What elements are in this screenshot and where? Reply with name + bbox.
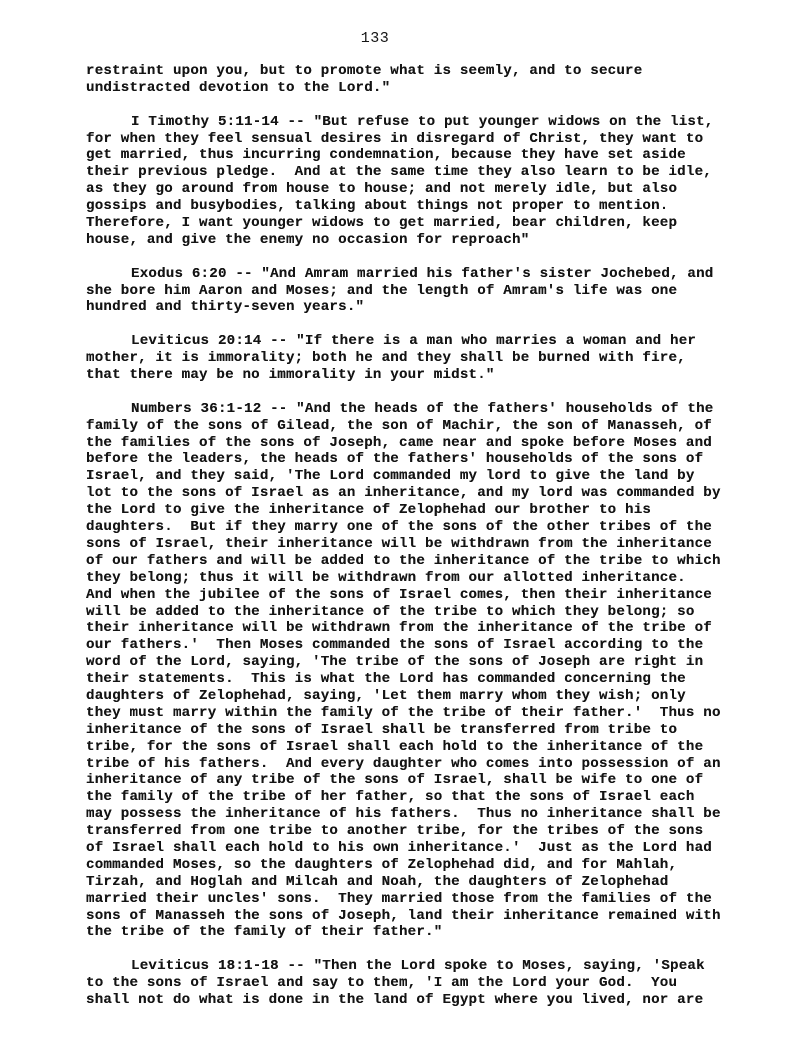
- text-line: sons of Manasseh the sons of Joseph, land their inheritance remained with: [86, 907, 721, 924]
- text-line: the tribe of the family of their father.": [86, 924, 443, 941]
- text-line: undistracted devotion to the Lord.": [86, 79, 391, 96]
- text-line: the families of the sons of Joseph, came near and spoke before Moses and: [86, 434, 712, 451]
- text-line: tribe, for the sons of Israel shall each hold to the inheritance of the: [86, 738, 704, 755]
- text-line: their statements. This is what the Lord has commanded concerning the: [86, 671, 686, 688]
- text-line: daughters. But if they marry one of the sons of the other tribes of the: [86, 519, 712, 536]
- text-line: house, and give the enemy no occasion for reproach": [86, 231, 530, 248]
- text-line: that there may be no immorality in your midst.": [86, 367, 495, 384]
- text-line: shall not do what is done in the land of Egypt where you lived, nor are: [86, 991, 704, 1008]
- text-line: for when they feel sensual desires in disregard of Christ, they want to: [86, 130, 704, 147]
- text-line: inheritance of any tribe of the sons of Israel, shall be wife to one of: [86, 772, 704, 789]
- paragraph-timothy: [86, 114, 726, 249]
- text-line: get married, thus incurring condemnation, because they have set aside: [86, 147, 686, 164]
- text-line: of our fathers and will be added to the inheritance of the tribe to which: [86, 552, 721, 569]
- text-line: our fathers.' Then Moses commanded the sons of Israel according to the: [86, 637, 704, 654]
- text-line: lot to the sons of Israel as an inheritance, and my lord was commanded by: [86, 485, 721, 502]
- text-line: sons of Israel, their inheritance will be withdrawn from the inheritance: [86, 535, 712, 552]
- text-line: word of the Lord, saying, 'The tribe of the sons of Joseph are right in: [86, 654, 704, 671]
- text-line: they belong; thus it will be withdrawn from our allotted inheritance.: [86, 569, 686, 586]
- text-line: Tirzah, and Hoglah and Milcah and Noah, the daughters of Zelophehad: [86, 873, 669, 890]
- text-line: the family of the tribe of her father, so that the sons of Israel each: [86, 789, 695, 806]
- paragraph-leviticus-18: [86, 958, 726, 1009]
- text-line: Leviticus 20:14 -- "If there is a man who marries a woman and her: [131, 333, 697, 350]
- text-line: family of the sons of Gilead, the son of Machir, the son of Manasseh, of: [86, 417, 712, 434]
- text-line: daughters of Zelophehad, saying, 'Let them marry whom they wish; only: [86, 687, 686, 704]
- text-line: transferred from one tribe to another tribe, for the tribes of the sons: [86, 823, 704, 840]
- paragraph-exodus: [86, 266, 726, 317]
- text-line: And when the jubilee of the sons of Israel comes, then their inheritance: [86, 586, 712, 603]
- text-line: may possess the inheritance of his fathers. Thus no inheritance shall be: [86, 806, 721, 823]
- text-line: hundred and thirty-seven years.": [86, 299, 365, 316]
- text-line: will be added to the inheritance of the tribe to which they belong; so: [86, 603, 695, 620]
- text-line: Israel, and they said, 'The Lord commanded my lord to give the land by: [86, 468, 695, 485]
- text-line: Numbers 36:1-12 -- "And the heads of the fathers' households of the: [131, 400, 714, 417]
- text-line: gossips and busybodies, talking about things not proper to mention.: [86, 198, 669, 215]
- text-line: restraint upon you, but to promote what is seemly, and to secure: [86, 63, 643, 79]
- text-line: I Timothy 5:11-14 -- "But refuse to put younger widows on the list,: [131, 113, 714, 130]
- text-line: they must marry within the family of the tribe of their father.' Thus no: [86, 704, 721, 721]
- text-line: as they go around from house to house; and not merely idle, but also: [86, 181, 678, 198]
- text-line: mother, it is immorality; both he and they shall be burned with fire,: [86, 350, 686, 367]
- text-line: Therefore, I want younger widows to get married, bear children, keep: [86, 215, 678, 232]
- paragraph-leviticus-20: [86, 333, 726, 384]
- text-line: she bore him Aaron and Moses; and the length of Amram's life was one: [86, 282, 678, 299]
- text-line: married their uncles' sons. They married those from the families of the: [86, 890, 712, 907]
- page-body: [86, 63, 726, 1009]
- text-line: Leviticus 18:1-18 -- "Then the Lord spoke to Moses, saying, 'Speak: [131, 958, 705, 975]
- text-line: tribe of his fathers. And every daughter who comes into possession of an: [86, 755, 721, 772]
- text-line: their inheritance will be withdrawn from the inheritance of the tribe of: [86, 620, 712, 637]
- paragraph-numbers: [86, 401, 726, 942]
- text-line: before the leaders, the heads of the fathers' households of the sons of: [86, 451, 704, 468]
- page-number: 133: [360, 30, 390, 47]
- text-line: their previous pledge. And at the same time they also learn to be idle,: [86, 164, 712, 181]
- text-line: commanded Moses, so the daughters of Zelophehad did, and for Mahlah,: [86, 856, 678, 873]
- text-line: Exodus 6:20 -- "And Amram married his father's sister Jochebed, and: [131, 265, 714, 282]
- text-line: of Israel shall each hold to his own inheritance.' Just as the Lord had: [86, 839, 712, 856]
- text-line: inheritance of the sons of Israel shall be transferred from tribe to: [86, 721, 678, 738]
- text-line: to the sons of Israel and say to them, 'I am the Lord your God. You: [86, 975, 678, 992]
- text-line: the Lord to give the inheritance of Zelophehad our brother to his: [86, 502, 652, 519]
- paragraph-continuation: [86, 63, 726, 97]
